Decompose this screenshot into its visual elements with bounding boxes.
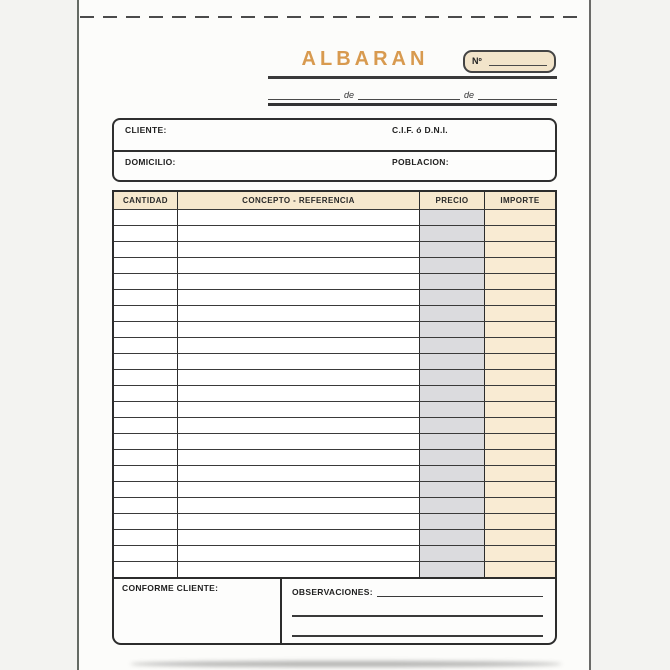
- cell-importe: [485, 370, 555, 385]
- table-row: [114, 481, 555, 497]
- cell-cantidad: [114, 338, 178, 353]
- cell-concepto: [178, 386, 420, 401]
- cell-precio: [420, 482, 485, 497]
- cell-precio: [420, 226, 485, 241]
- cell-concepto: [178, 322, 420, 337]
- date-underline: [268, 103, 557, 106]
- table-row: [114, 497, 555, 513]
- cell-precio: [420, 338, 485, 353]
- cell-concepto: [178, 274, 420, 289]
- cell-cantidad: [114, 498, 178, 513]
- cell-concepto: [178, 498, 420, 513]
- table-row: [114, 225, 555, 241]
- cell-cantidad: [114, 562, 178, 577]
- cell-importe: [485, 258, 555, 273]
- cell-concepto: [178, 562, 420, 577]
- cell-concepto: [178, 530, 420, 545]
- cell-precio: [420, 450, 485, 465]
- cell-cantidad: [114, 226, 178, 241]
- cell-concepto: [178, 338, 420, 353]
- title-underline: [268, 76, 557, 79]
- table-row: [114, 545, 555, 561]
- observaciones-blank-line-1: [377, 589, 543, 597]
- cell-cantidad: [114, 370, 178, 385]
- table-row: [114, 561, 555, 577]
- cell-precio: [420, 258, 485, 273]
- cell-concepto: [178, 210, 420, 225]
- form-title: ALBARAN: [301, 48, 429, 70]
- cell-precio: [420, 242, 485, 257]
- domicilio-label: DOMICILIO:: [125, 157, 176, 167]
- observaciones-blank-line-2: [292, 615, 543, 617]
- cell-importe: [485, 498, 555, 513]
- date-year-blank: [478, 90, 557, 100]
- column-header-precio: PRECIO: [420, 192, 485, 209]
- cell-concepto: [178, 242, 420, 257]
- cell-importe: [485, 466, 555, 481]
- cell-concepto: [178, 418, 420, 433]
- conforme-cliente-label: CONFORME CLIENTE:: [122, 583, 219, 593]
- perforation-dashed-line: [80, 16, 585, 18]
- cell-cantidad: [114, 258, 178, 273]
- cell-concepto: [178, 450, 420, 465]
- table-row: [114, 353, 555, 369]
- client-box-divider: [114, 150, 555, 152]
- table-row: [114, 241, 555, 257]
- cell-importe: [485, 402, 555, 417]
- table-row: [114, 289, 555, 305]
- client-info-box: [112, 118, 557, 182]
- cell-precio: [420, 498, 485, 513]
- cell-importe: [485, 434, 555, 449]
- cell-precio: [420, 434, 485, 449]
- cell-importe: [485, 530, 555, 545]
- column-header-importe: IMPORTE: [500, 196, 540, 205]
- cell-precio: [420, 290, 485, 305]
- cell-importe: [485, 322, 555, 337]
- table-row: [114, 465, 555, 481]
- poblacion-label: POBLACION:: [392, 157, 449, 167]
- table-row: [114, 305, 555, 321]
- items-table-body: [114, 209, 555, 577]
- cif-dni-label: C.I.F. ó D.N.I.: [392, 125, 448, 135]
- cell-importe: [485, 546, 555, 561]
- cell-cantidad: [114, 418, 178, 433]
- cell-precio: [420, 322, 485, 337]
- cell-concepto: [178, 258, 420, 273]
- cell-importe: [485, 386, 555, 401]
- cell-precio: [420, 418, 485, 433]
- cell-importe: [485, 354, 555, 369]
- cliente-label: CLIENTE:: [125, 125, 167, 135]
- cell-precio: [420, 562, 485, 577]
- conforme-cliente-cell: [114, 579, 282, 643]
- cell-cantidad: [114, 306, 178, 321]
- signature-observations-box: [112, 579, 557, 645]
- cell-importe: [485, 306, 555, 321]
- number-label: Nº: [472, 56, 482, 66]
- cell-cantidad: [114, 290, 178, 305]
- cell-importe: [485, 242, 555, 257]
- cell-concepto: [178, 290, 420, 305]
- cell-importe: [485, 514, 555, 529]
- cell-importe: [485, 338, 555, 353]
- observaciones-blank-line-3: [292, 635, 543, 637]
- table-row: [114, 385, 555, 401]
- table-row: [114, 337, 555, 353]
- table-row: [114, 401, 555, 417]
- date-month-blank: [358, 90, 460, 100]
- cell-concepto: [178, 226, 420, 241]
- table-row: [114, 257, 555, 273]
- cell-concepto: [178, 434, 420, 449]
- number-blank-line: [489, 65, 547, 67]
- cell-importe: [485, 562, 555, 577]
- column-header-concepto: CONCEPTO - REFERENCIA: [178, 192, 420, 209]
- cell-precio: [420, 306, 485, 321]
- cell-cantidad: [114, 210, 178, 225]
- cell-cantidad: [114, 514, 178, 529]
- cell-importe: [485, 274, 555, 289]
- cell-concepto: [178, 514, 420, 529]
- cell-concepto: [178, 466, 420, 481]
- cell-cantidad: [114, 402, 178, 417]
- table-row: [114, 449, 555, 465]
- cell-importe: [485, 290, 555, 305]
- cell-cantidad: [114, 482, 178, 497]
- items-table: [112, 190, 557, 579]
- cell-concepto: [178, 354, 420, 369]
- table-row: [114, 273, 555, 289]
- document-number-box: [463, 50, 556, 73]
- table-row: [114, 369, 555, 385]
- cell-importe: [485, 418, 555, 433]
- cell-concepto: [178, 546, 420, 561]
- observaciones-row: [292, 587, 543, 597]
- cell-precio: [420, 354, 485, 369]
- cell-precio: [420, 274, 485, 289]
- table-row: [114, 209, 555, 225]
- cell-importe: [485, 450, 555, 465]
- cell-cantidad: [114, 450, 178, 465]
- cell-importe: [485, 210, 555, 225]
- cell-concepto: [178, 482, 420, 497]
- cell-precio: [420, 402, 485, 417]
- cell-precio: [420, 546, 485, 561]
- table-row: [114, 529, 555, 545]
- cell-cantidad: [114, 530, 178, 545]
- cell-cantidad: [114, 274, 178, 289]
- items-table-header: [114, 192, 555, 209]
- date-separator: de: [344, 90, 355, 100]
- cell-importe: [485, 482, 555, 497]
- cell-precio: [420, 386, 485, 401]
- cell-concepto: [178, 402, 420, 417]
- cell-cantidad: [114, 386, 178, 401]
- column-header-cantidad: CANTIDAD: [114, 192, 178, 209]
- pad-bottom-shadow: [130, 661, 562, 667]
- observaciones-label: OBSERVACIONES:: [292, 587, 373, 597]
- cell-cantidad: [114, 466, 178, 481]
- cell-precio: [420, 210, 485, 225]
- table-row: [114, 321, 555, 337]
- cell-precio: [420, 466, 485, 481]
- date-separator: de: [464, 90, 475, 100]
- table-row: [114, 513, 555, 529]
- observaciones-cell: [282, 579, 555, 643]
- cell-precio: [420, 530, 485, 545]
- date-day-blank: [268, 90, 340, 100]
- cell-cantidad: [114, 434, 178, 449]
- cell-cantidad: [114, 322, 178, 337]
- table-row: [114, 433, 555, 449]
- cell-precio: [420, 370, 485, 385]
- cell-cantidad: [114, 354, 178, 369]
- cell-cantidad: [114, 546, 178, 561]
- date-line: [268, 88, 557, 100]
- cell-concepto: [178, 306, 420, 321]
- cell-concepto: [178, 370, 420, 385]
- table-row: [114, 417, 555, 433]
- cell-importe: [485, 226, 555, 241]
- cell-cantidad: [114, 242, 178, 257]
- cell-precio: [420, 514, 485, 529]
